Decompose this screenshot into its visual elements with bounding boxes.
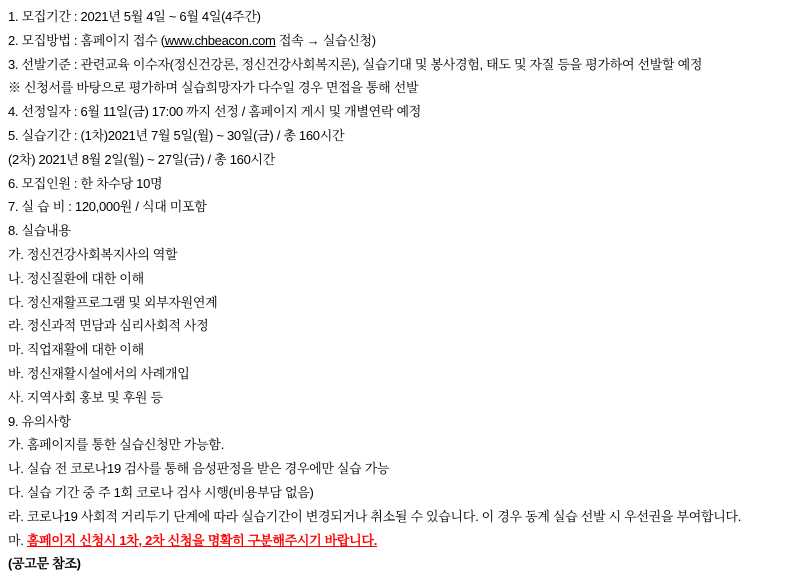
homepage-link[interactable]: www.chbeacon.com (164, 32, 276, 48)
application-method-line (8, 29, 795, 53)
reference-line: (공고문 참조) (8, 556, 81, 572)
notes-item: 다. 실습 기간 중 주 1회 코로나 검사 시행(비용부담 없음) (8, 484, 314, 500)
notes-item: 가. 홈페이지를 통한 실습신청만 가능함. (8, 437, 224, 453)
notes-item: 나. 실습 전 코로나19 검사를 통해 음성판정을 받은 경우에만 실습 가능 (8, 461, 390, 477)
application-method-suffix: 접속 → 실습신청) (275, 32, 376, 48)
notes-heading: 9. 유의사항 (8, 413, 71, 429)
practicum-content-item: 바. 정신재활시설에서의 사례개입 (8, 365, 190, 381)
selection-note-line: ※ 신청서를 바탕으로 평가하며 실습희망자가 다수일 경우 면접을 통해 선발 (8, 80, 419, 96)
practicum-period-line-2: (2차) 2021년 8월 2일(월) ~ 27일(금) / 총 160시간 (8, 151, 276, 167)
practicum-content-item: 마. 직업재활에 대한 이해 (8, 342, 144, 358)
selection-date-line: 4. 선정일자 : 6월 11일(금) 17:00 까지 선정 / 홈페이지 게시 및 개별연락 예정 (8, 104, 422, 120)
practicum-fee-line: 7. 실 습 비 : 120,000원 / 식대 미포함 (8, 199, 207, 215)
practicum-content-item: 라. 정신과적 면담과 심리사회적 사정 (8, 318, 209, 334)
notes-item: 라. 코로나19 사회적 거리두기 단계에 따라 실습기간이 변경되거나 취소될 수 있습니다. 이 경우 동계 실습 선발 시 우선권을 부여합니다. (8, 508, 742, 524)
notes-item-emphasized (8, 529, 795, 553)
practicum-content-item: 사. 지역사회 홍보 및 후원 등 (8, 389, 163, 405)
application-warning-text: 홈페이지 신청시 1차, 2차 신청을 명확히 구분해주시기 바랍니다. (26, 532, 378, 548)
recruitment-count-line: 6. 모집인원 : 한 차수당 10명 (8, 175, 163, 191)
practicum-period-line-1: 5. 실습기간 : (1차)2021년 7월 5일(월) ~ 30일(금) / 총 160시간 (8, 127, 345, 143)
practicum-content-heading: 8. 실습내용 (8, 223, 71, 239)
practicum-content-item: 가. 정신건강사회복지사의 역할 (8, 246, 178, 262)
application-method-prefix: 2. 모집방법 : 홈페이지 접수 ( (8, 32, 165, 48)
selection-criteria-line: 3. 선발기준 : 관련교육 이수자(정신건강론, 정신건강사회복지론), 실습기대 및 봉사경험, 태도 및 자질 등을 평가하여 선발할 예정 (8, 56, 703, 72)
recruitment-period-line: 1. 모집기간 : 2021년 5월 4일 ~ 6월 4일(4주간) (8, 9, 261, 24)
practicum-content-item: 다. 정신재활프로그램 및 외부자원연계 (8, 294, 218, 310)
practicum-content-item: 나. 정신질환에 대한 이해 (8, 270, 144, 286)
notes-item-prefix: 마. (8, 532, 27, 548)
